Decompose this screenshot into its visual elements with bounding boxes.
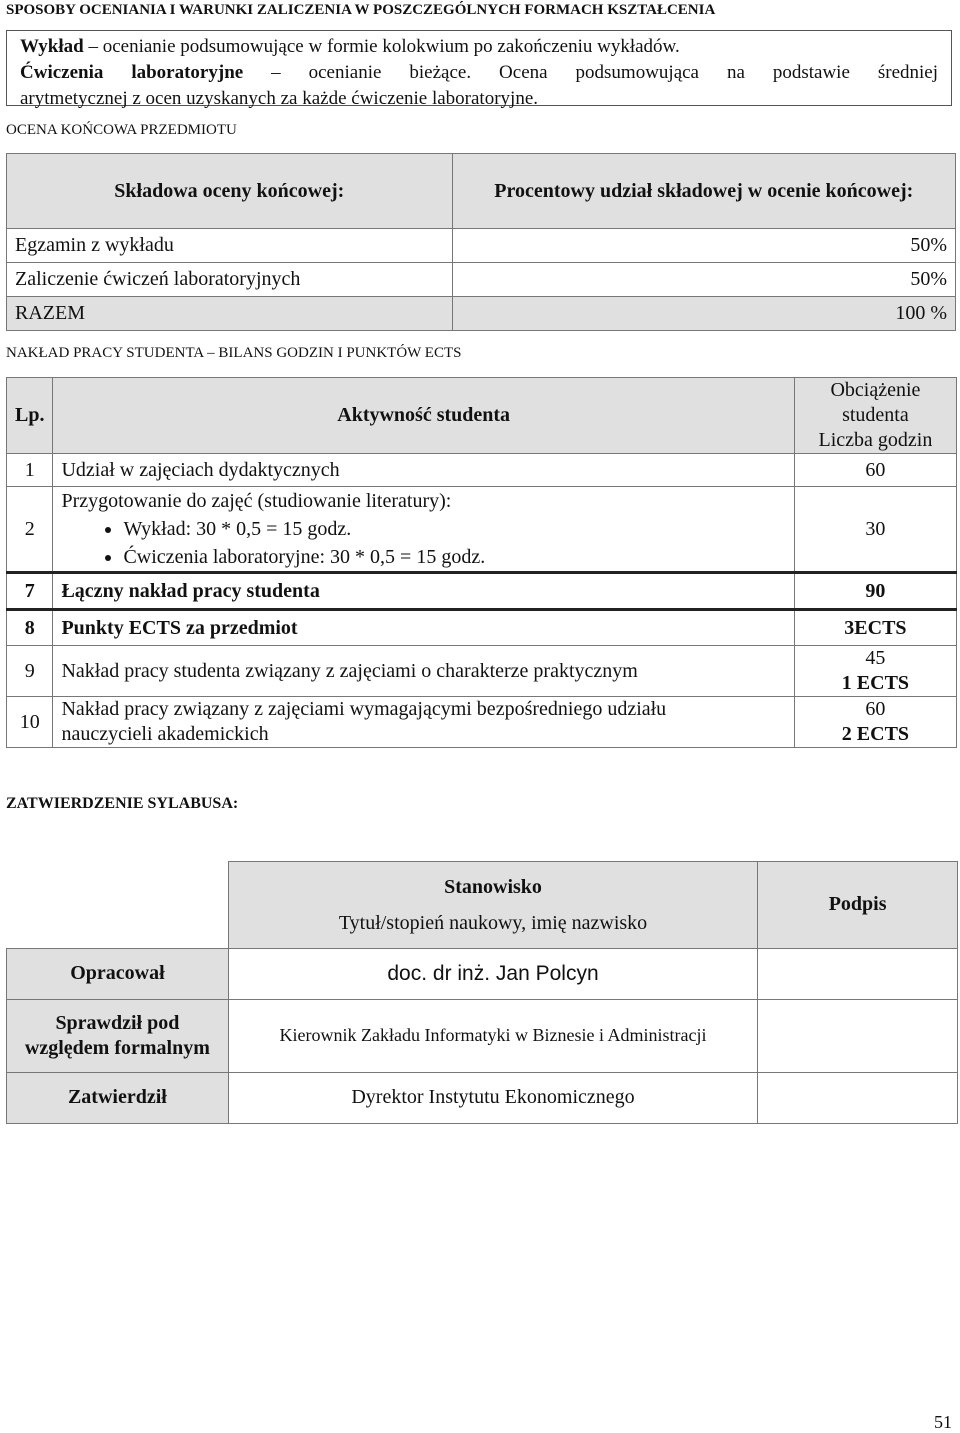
hours-value: 60 <box>865 698 886 720</box>
load-header-line2: studenta <box>842 404 909 426</box>
workload-col-activity: Aktywność studenta <box>53 378 794 454</box>
row-value: 60 <box>794 454 956 487</box>
table-row <box>7 573 957 610</box>
lecture-label: Wykład <box>20 36 84 57</box>
ects-value: 2 ECTS <box>841 723 910 745</box>
row-lp: 1 <box>7 454 53 487</box>
grade-col-percent: Procentowy udział składowej w ocenie końcowej: <box>452 154 955 229</box>
table-row <box>7 697 957 748</box>
row-value: 30 <box>794 487 956 573</box>
grade-component: Zaliczenie ćwiczeń laboratoryjnych <box>7 263 453 297</box>
preparation-list <box>61 515 785 571</box>
workload-col-lp: Lp. <box>7 378 53 454</box>
row-lp: 8 <box>7 610 53 646</box>
row-value <box>794 697 956 748</box>
approval-blank-cell <box>7 862 229 949</box>
section-heading-forms: SPOSOBY OCENIANIA I WARUNKI ZALICZENIA W POSZCZEGÓLNYCH FORMACH KSZTAŁCENIA <box>6 2 716 18</box>
row-activity: Nakład pracy studenta związany z zajęciami o charakterze praktycznym <box>53 646 794 697</box>
approval-title: ZATWIERDZENIE SYLABUSA: <box>6 795 239 812</box>
load-header-line3: Liczba godzin <box>818 429 933 451</box>
table-row <box>7 297 956 331</box>
row-value: 90 <box>794 573 956 610</box>
ects-value: 1 ECTS <box>841 672 910 694</box>
page-number: 51 <box>934 1412 952 1432</box>
list-item: • Ćwiczenia laboratoryjne: 30 * 0,5 = 15 godz. <box>123 543 785 571</box>
final-grade-title: OCENA KOŃCOWA PRZEDMIOTU <box>6 122 237 138</box>
grading-line-average: arytmetycznej z ocen uzyskanych za każde ćwiczenie laboratoryjne. <box>20 88 539 109</box>
table-row <box>7 610 957 646</box>
hours-value: 45 <box>865 647 886 669</box>
approval-person: Kierownik Zakładu Informatyki w Biznesie i Administracji <box>228 999 757 1072</box>
row-activity: Łączny nakład pracy studenta <box>53 573 794 610</box>
approval-col-position <box>228 862 757 949</box>
load-header-line1: Obciążenie <box>830 379 921 401</box>
row-lp: 7 <box>7 573 53 610</box>
position-subheader: Tytuł/stopień naukowy, imię nazwisko <box>338 911 648 934</box>
workload-col-load <box>794 378 956 454</box>
row-value <box>794 646 956 697</box>
position-header: Stanowisko <box>444 875 542 898</box>
row-activity: Udział w zajęciach dydaktycznych <box>53 454 794 487</box>
table-row <box>7 454 957 487</box>
grade-total-value: 100 % <box>452 297 955 331</box>
lab-label: Ćwiczenia laboratoryjne <box>20 62 244 83</box>
signature-cell <box>758 1072 958 1123</box>
approval-role <box>7 999 229 1072</box>
grading-line-lab <box>20 60 938 86</box>
table-row <box>7 263 956 297</box>
workload-table <box>6 377 957 748</box>
row-lp: 9 <box>7 646 53 697</box>
preparation-text: Przygotowanie do zajęć (studiowanie literatury): <box>61 490 452 512</box>
table-row <box>7 229 956 263</box>
approval-role: Zatwierdził <box>7 1072 229 1123</box>
approval-person: Dyrektor Instytutu Ekonomicznego <box>228 1072 757 1123</box>
row-activity: Punkty ECTS za przedmiot <box>53 610 794 646</box>
table-row <box>7 646 957 697</box>
table-row <box>7 1072 958 1123</box>
approval-role: Opracował <box>7 948 229 999</box>
approval-person: doc. dr inż. Jan Polcyn <box>228 948 757 999</box>
row-activity <box>53 697 794 748</box>
list-item: • Wykład: 30 * 0,5 = 15 godz. <box>123 515 785 543</box>
role-line1: Sprawdził pod <box>55 1011 180 1034</box>
activity-line1: Nakład pracy związany z zajęciami wymagającymi bezpośredniego udziału <box>61 698 667 720</box>
grade-percent: 50% <box>452 229 955 263</box>
grading-line-lecture <box>20 34 938 60</box>
role-line2: względem formalnym <box>24 1036 210 1059</box>
grade-percent: 50% <box>452 263 955 297</box>
row-activity <box>53 487 794 573</box>
table-row <box>7 948 958 999</box>
lecture-text: – ocenianie podsumowujące w formie kolokwium po zakończeniu wykładów. <box>83 36 680 57</box>
grading-methods-box <box>6 30 952 109</box>
grade-component: Egzamin z wykładu <box>7 229 453 263</box>
row-lp: 10 <box>7 697 53 748</box>
activity-line2: nauczycieli akademickich <box>61 723 269 745</box>
approval-col-signature: Podpis <box>758 862 958 949</box>
grade-total-label: RAZEM <box>7 297 453 331</box>
table-row <box>7 487 957 573</box>
final-grade-table <box>6 153 956 331</box>
table-row <box>7 999 958 1072</box>
grade-col-component: Składowa oceny końcowej: <box>7 154 453 229</box>
lab-text: – ocenianie bieżące. Ocena podsumowująca na podstawie średniej <box>243 62 938 83</box>
approval-table <box>6 861 958 1124</box>
signature-cell <box>758 999 958 1072</box>
row-lp: 2 <box>7 487 53 573</box>
workload-title: NAKŁAD PRACY STUDENTA – BILANS GODZIN I PUNKTÓW ECTS <box>6 345 462 361</box>
signature-cell <box>758 948 958 999</box>
row-value: 3ECTS <box>794 610 956 646</box>
